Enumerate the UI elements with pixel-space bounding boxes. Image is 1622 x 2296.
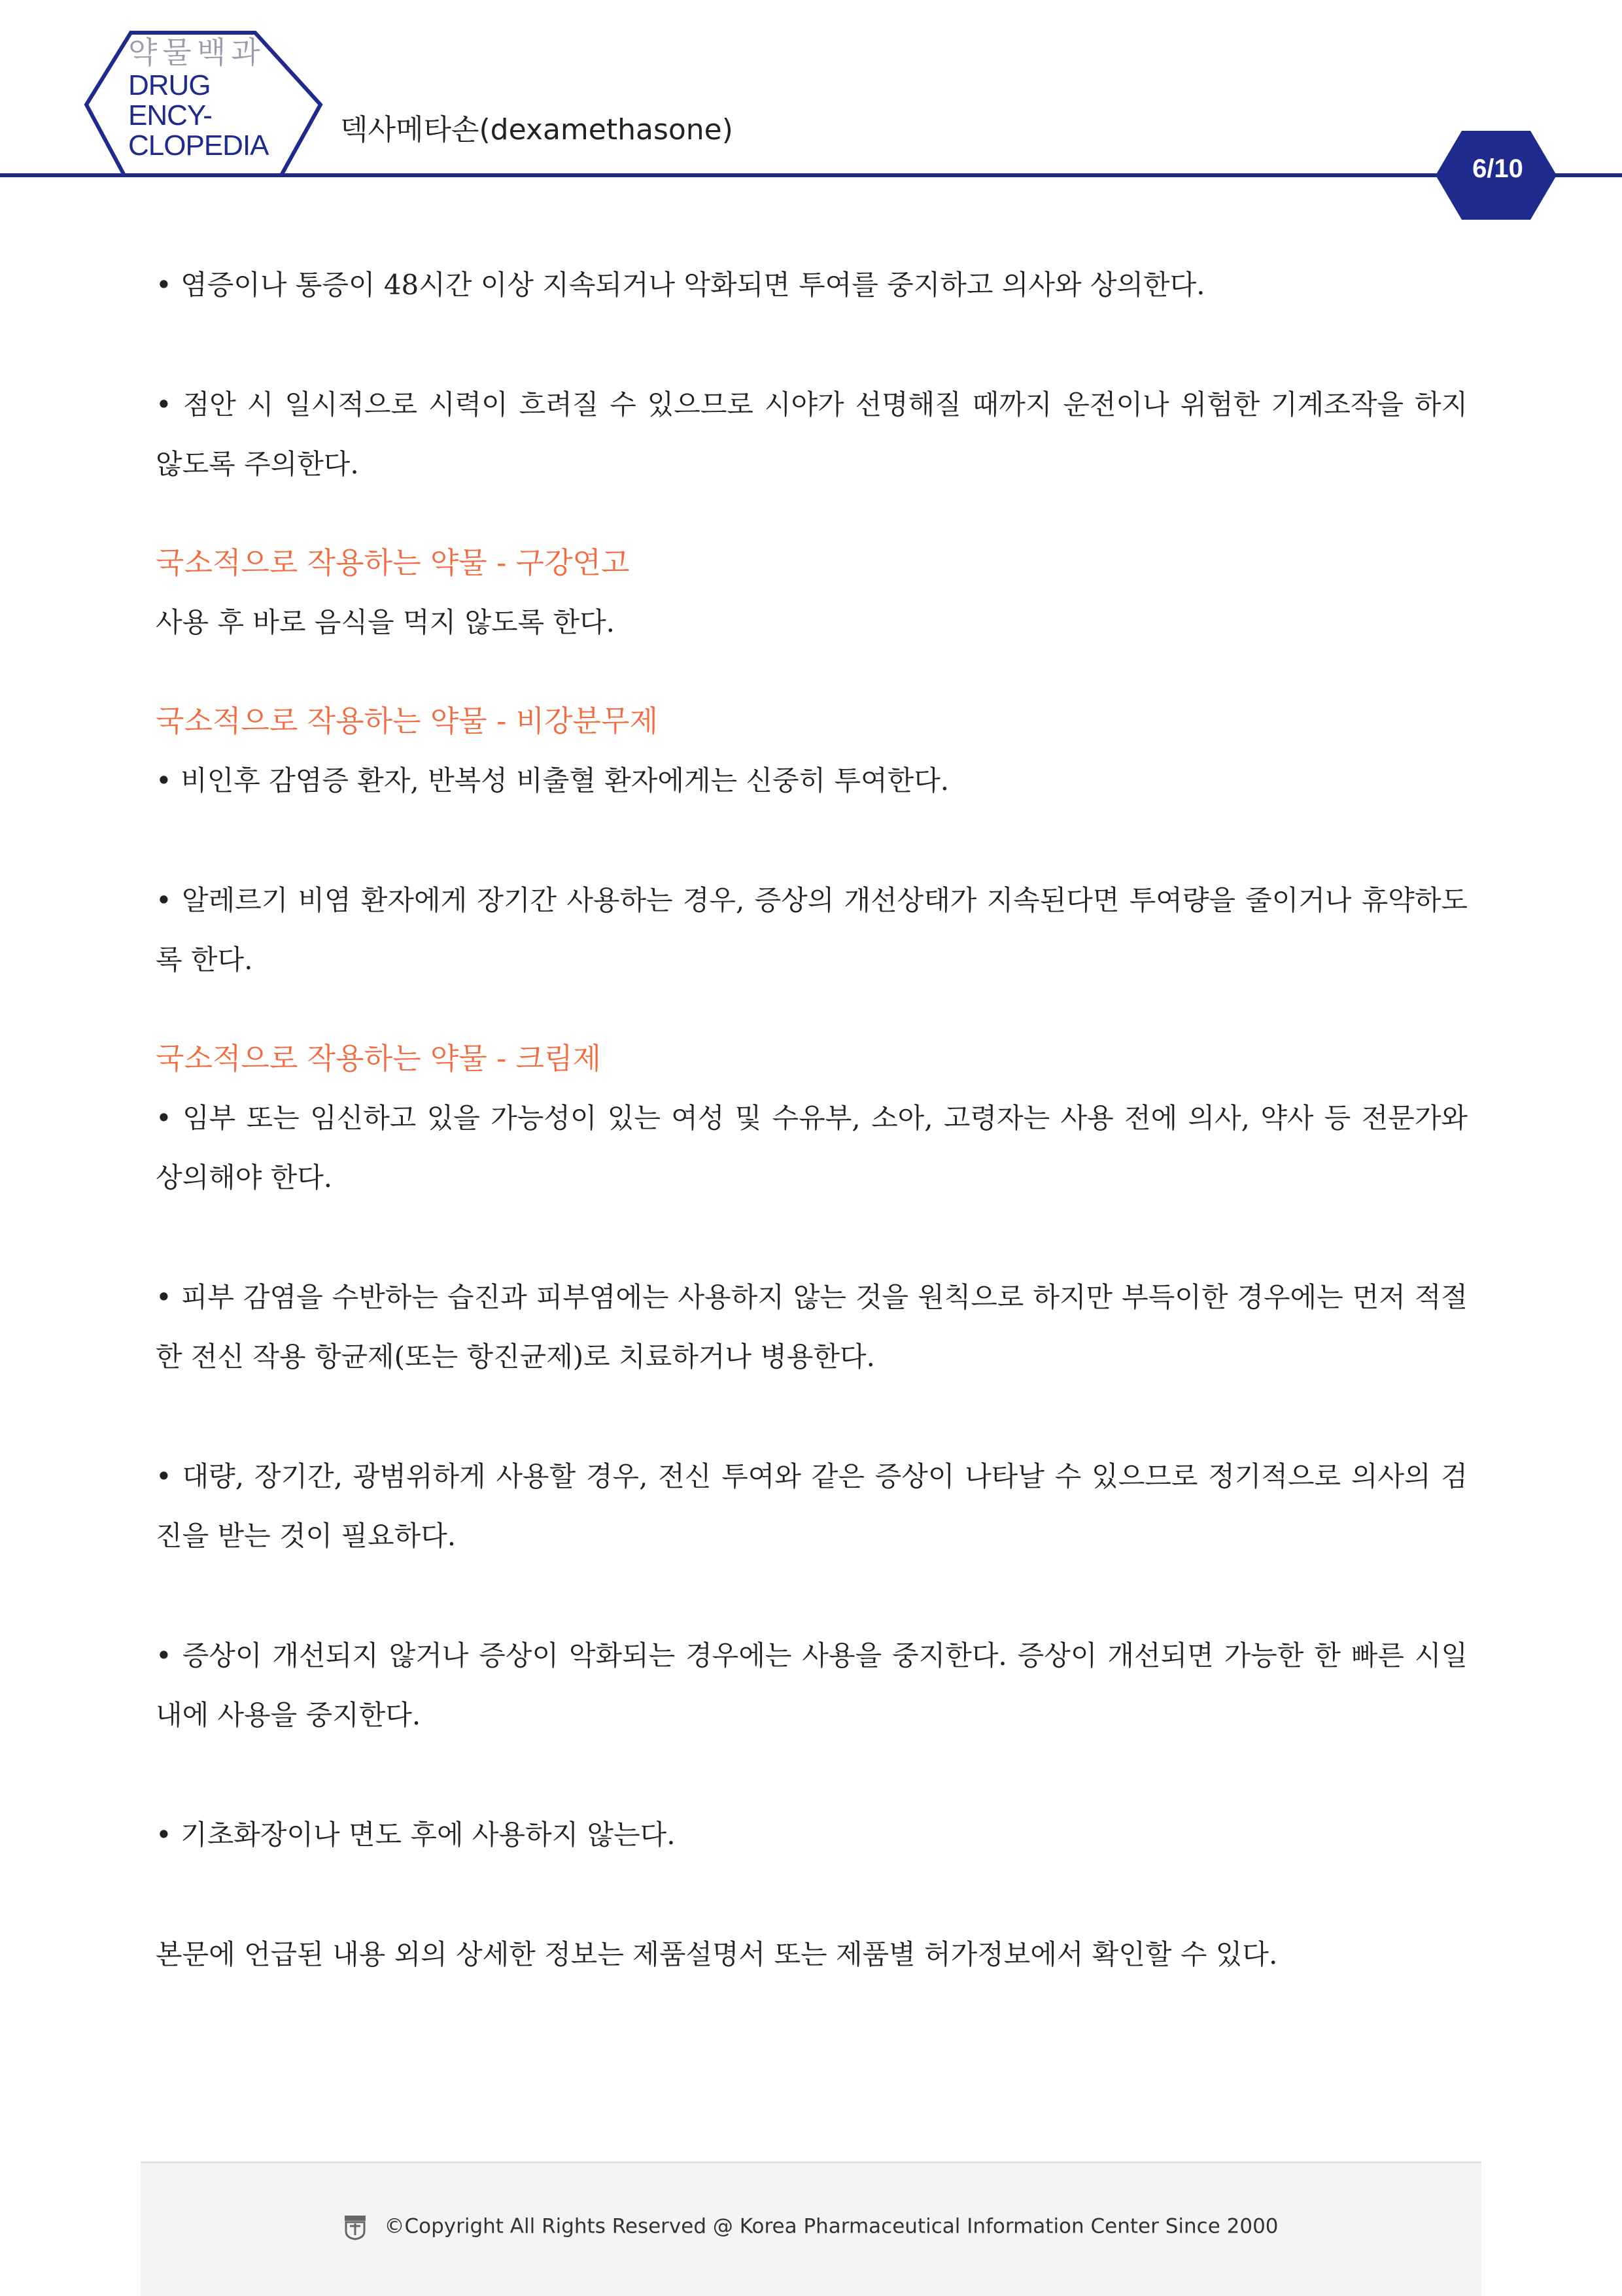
bullet-item: • 염증이나 통증이 48시간 이상 지속되거나 악화되면 투여를 중지하고 의사와 상의한다. (156, 269, 1205, 301)
paragraph (156, 870, 1468, 989)
paragraph (156, 751, 1468, 810)
logo-english-line2: CLOPEDIA (128, 129, 269, 162)
paragraph (156, 255, 1468, 315)
paragraph (156, 1267, 1468, 1386)
paragraph (156, 1626, 1468, 1745)
section-heading-oral-ointment: 국소적으로 작용하는 약물 - 구강연고 (156, 545, 630, 580)
document-body (156, 255, 1468, 1984)
paragraph (156, 1447, 1468, 1566)
closing-paragraph: 본문에 언급된 내용 외의 상세한 정보는 제품설명서 또는 제품별 허가정보에서 확인할 수 있다. (156, 1938, 1278, 1970)
paragraph (156, 1805, 1468, 1864)
bullet-item: • 알레르기 비염 환자에게 장기간 사용하는 경우, 증상의 개선상태가 지속된다면 투여량을 줄이거나 휴약하도록 한다. (156, 884, 1468, 976)
paragraph (156, 1088, 1468, 1207)
bullet-item: • 대량, 장기간, 광범위하게 사용할 경우, 전신 투여와 같은 증상이 나타날 수 있으므로 정기적으로 의사의 검진을 받는 것이 필요하다. (156, 1460, 1468, 1552)
bullet-item: • 임부 또는 임신하고 있을 가능성이 있는 여성 및 수유부, 소아, 고령자는 사용 전에 의사, 약사 등 전문가와 상의해야 한다. (156, 1102, 1468, 1193)
footer (141, 2161, 1481, 2296)
logo-english-line1: DRUG ENCY- (128, 69, 212, 131)
paragraph: 사용 후 바로 음식을 먹지 않도록 한다. (156, 606, 615, 638)
footer-line (141, 2214, 1481, 2240)
bullet-item: • 기초화장이나 면도 후에 사용하지 않는다. (156, 1819, 676, 1851)
paragraph (156, 375, 1468, 494)
emblem-icon (343, 2214, 367, 2240)
logo-korean: 약물백과 (128, 35, 266, 70)
bullet-item: • 비인후 감염증 환자, 반복성 비출혈 환자에게는 신중히 투여한다. (156, 764, 949, 797)
document-title: 덱사메타손(dexamethasone) (340, 113, 733, 146)
section-heading-nasal-spray: 국소적으로 작용하는 약물 - 비강분무제 (156, 704, 658, 738)
logo-english (128, 71, 298, 161)
copyright-text: ©Copyright All Rights Reserved @ Korea Pharmaceutical Information Center Since 2000 (384, 2214, 1279, 2238)
section-heading-cream: 국소적으로 작용하는 약물 - 크림제 (156, 1041, 602, 1076)
page-indicator: 6/10 (1472, 154, 1523, 183)
bullet-item: • 증상이 개선되지 않거나 증상이 악화되는 경우에는 사용을 중지한다. 증상이 개선되면 가능한 한 빠른 시일 내에 사용을 중지한다. (156, 1639, 1468, 1731)
bullet-item: • 피부 감염을 수반하는 습진과 피부염에는 사용하지 않는 것을 원칙으로 하지만 부득이한 경우에는 먼저 적절한 전신 작용 항균제(또는 항진균제)로 치료하거나 병용한다. (156, 1281, 1468, 1373)
bullet-item: • 점안 시 일시적으로 시력이 흐려질 수 있으므로 시야가 선명해질 때까지 운전이나 위험한 기계조작을 하지 않도록 주의한다. (156, 388, 1468, 480)
